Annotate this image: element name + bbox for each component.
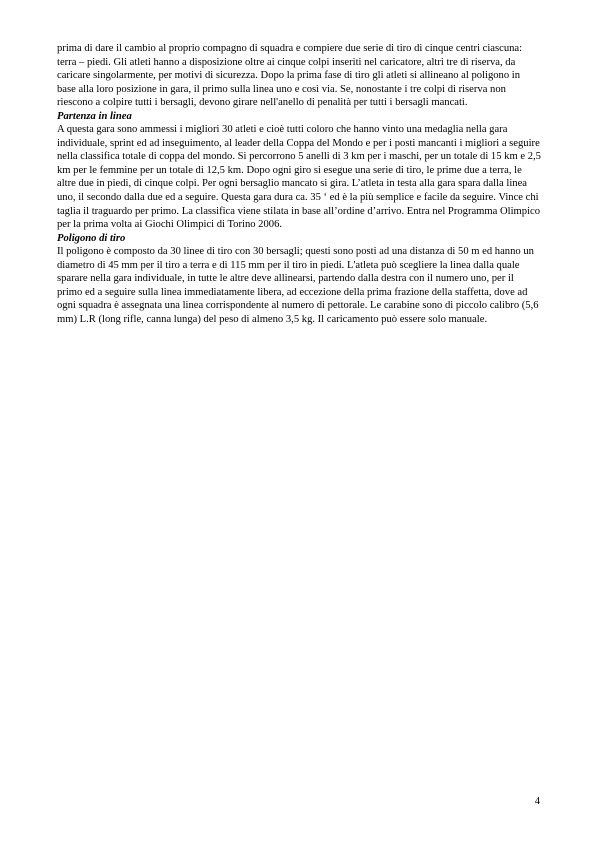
document-body <box>57 42 541 326</box>
paragraph-partenza-in-linea: A questa gara sono ammessi i migliori 30 atleti e cioè tutti coloro che hanno vinto una medaglia nella gara individuale, sprint ed ad inseguimento, al leader della Coppa del Mondo e per i posti mancanti i migliori a seguire nella classifica totale di coppa del mondo. Si percorrono 5 anelli di 3 km per i maschi, per un totale di 15 km e 2,5 km per le femmine per un totale di 12,5 km. Dopo ogni giro si esegue una serie di tiro, le prime due a terra, le altre due in piedi, di cinque colpi. Per ogni bersaglio mancato si gira. L’atleta in testa alla gara spara dalla linea uno, il secondo dalla due ed a seguire. Questa gara dura ca. 35 ‘ ed è la più semplice e facile da seguire. Vince chi taglia il traguardo per primo. La classifica viene stilata in base all’ordine d’arrivo. Entra nel Programma Olimpico per la prima volta ai Giochi Olimpici di Torino 2006. <box>57 124 541 231</box>
heading-poligono-di-tiro: Poligono di tiro <box>57 232 126 244</box>
heading-partenza-in-linea: Partenza in linea <box>57 110 132 122</box>
paragraph-staffetta-continuation: prima di dare il cambio al proprio compagno di squadra e compiere due serie di tiro di cinque centri ciascuna: terra – piedi. Gli atleti hanno a disposizione oltre ai cinque colpi inseriti nel caricatore, altri tre di riserva, da caricare singolarmente, per motivi di sicurezza. Dopo la prima fase di tiro gli atleti si allineano al poligono in base alla loro posizione in gara, il primo sulla linea uno e così via. Se, nonostante i tre colpi di riserva non riescono a colpire tutti i bersagli, devono girare nell'anello di penalità per tutti i bersagli mancati. <box>57 43 523 109</box>
paragraph-poligono-di-tiro: Il poligono è composto da 30 linee di tiro con 30 bersagli; questi sono posti ad una distanza di 50 m ed hanno un diametro di 45 mm per il tiro a terra e di 115 mm per il tiro in piedi. L'atleta può scegliere la linea dalla quale sparare nella gara individuale, in tutte le altre deve allinearsi, partendo dalla destra con il numero uno, per il primo ed a seguire sulla linea immediatamente libera, ad eccezione della prima frazione della staffetta, dove ad ogni squadra è assegnata una linea corrispondente al numero di pettorale. Le carabine sono di piccolo calibro (5,6 mm) L.R (long rifle, canna lunga) del peso di almeno 3,5 kg. Il caricamento può essere solo manuale. <box>57 246 539 325</box>
page-number: 4 <box>534 796 540 807</box>
